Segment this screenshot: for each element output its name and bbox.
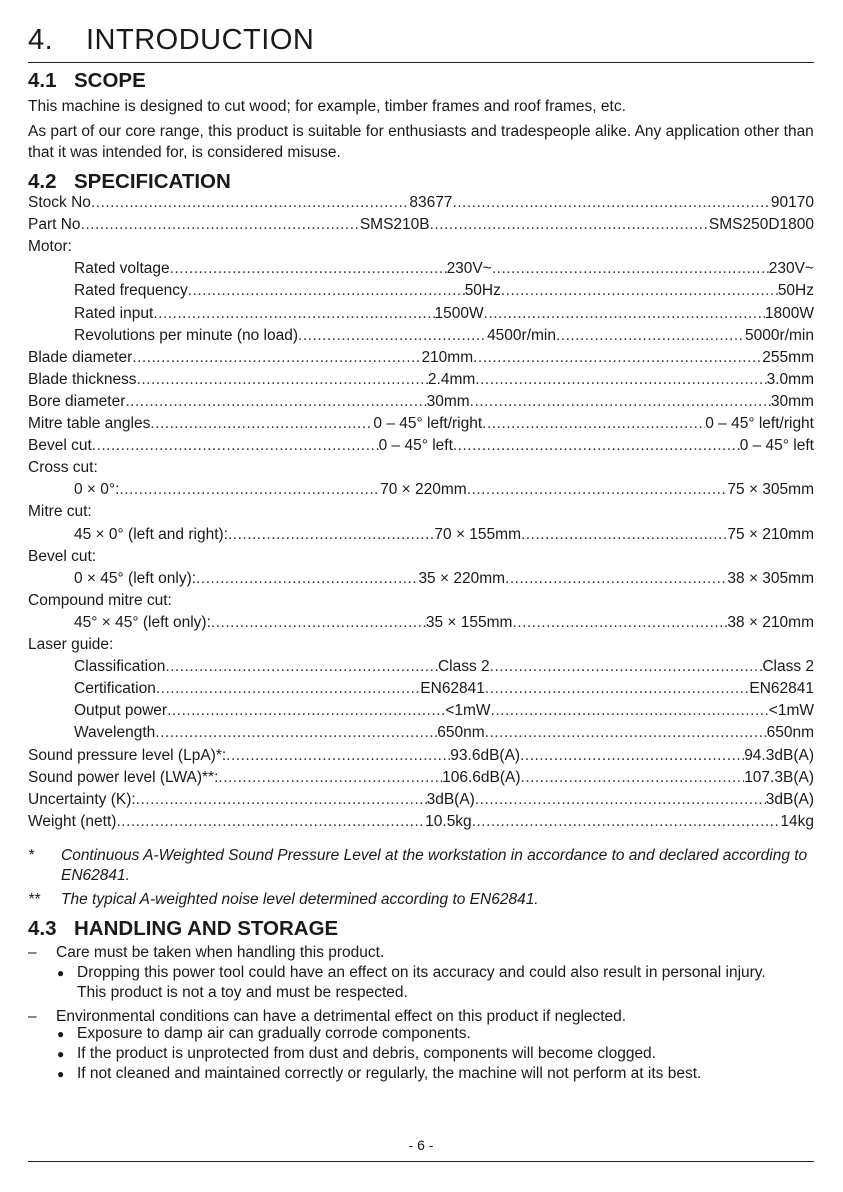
leader-dots [492, 260, 769, 278]
spec-label: Sound pressure level (LpA)*: [28, 747, 227, 764]
footnote-text: The typical A-weighted noise level determined according to EN62841. [61, 891, 539, 908]
spec-label: Rated input [74, 305, 154, 322]
spec-value-model-1: 1500W [434, 305, 484, 322]
leader-dots [501, 282, 778, 300]
leader-dots [472, 813, 781, 831]
leader-dots [211, 614, 426, 632]
spec-value-model-1: 650nm [437, 724, 485, 741]
leader-dots [491, 702, 769, 720]
leader-dots [153, 305, 434, 323]
spec-label: Sound power level (LWA)**: [28, 769, 219, 786]
handling-bullet-text: If the product is unprotected from dust and debris, components will become clogged. [77, 1045, 656, 1062]
spec-group-heading: Mitre cut: [28, 503, 92, 520]
spec-value-model-1: 83677 [409, 194, 453, 211]
leader-dots [521, 769, 745, 787]
spec-heading [28, 170, 231, 194]
spec-value-model-2: 0 – 45° left [739, 437, 814, 454]
spec-value-model-2: SMS250D1800 [708, 216, 815, 233]
spec-label: Blade thickness [28, 371, 137, 388]
spec-row [28, 216, 814, 238]
spec-number: 4.2 [28, 170, 57, 193]
spec-value-model-1: 106.6dB(A) [442, 769, 521, 786]
spec-value-model-2: 50Hz [777, 282, 814, 299]
leader-dots [298, 327, 487, 345]
spec-group-heading: Compound mitre cut: [28, 592, 172, 609]
spec-row [28, 570, 814, 592]
spec-value-model-2: 30mm [770, 393, 814, 410]
spec-label: Bore diameter [28, 393, 126, 410]
leader-dots [132, 349, 421, 367]
spec-value-model-1: 70 × 220mm [380, 481, 467, 498]
spec-value-model-2: 75 × 210mm [727, 526, 814, 543]
spec-row [28, 614, 814, 636]
spec-label: Weight (nett) [28, 813, 117, 830]
leader-dots [196, 570, 418, 588]
scope-paragraph-1: This machine is designed to cut wood; for example, timber frames and roof frames, etc. [28, 98, 626, 115]
spec-value-model-2: 3dB(A) [765, 791, 814, 808]
spec-value-model-1: EN62841 [420, 680, 485, 697]
spec-value-model-2: 0 – 45° left/right [705, 415, 814, 432]
spec-row [28, 371, 814, 393]
leader-dots [484, 305, 765, 323]
footnote-text: Continuous A-Weighted Sound Pressure Level at the workstation in accordance to and declared according to EN62841. [61, 847, 808, 884]
spec-value-model-2: 94.3dB(A) [744, 747, 814, 764]
leader-dots [485, 680, 749, 698]
spec-value-model-2: 38 × 305mm [727, 570, 814, 587]
leader-dots [521, 526, 727, 544]
spec-value-model-1: 4500r/min [487, 327, 556, 344]
spec-label: Rated voltage [74, 260, 170, 277]
footnote-marker: ** [28, 891, 41, 908]
handling-dash: – [28, 944, 37, 961]
spec-value-model-2: 38 × 210mm [727, 614, 814, 631]
leader-dots [136, 791, 427, 809]
leader-dots [116, 813, 425, 831]
bullet-icon: ● [57, 1047, 65, 1061]
spec-value-model-1: 0 – 45° left/right [373, 415, 483, 432]
leader-dots [490, 658, 763, 676]
spec-label: Uncertainty (K): [28, 791, 136, 808]
leader-dots [156, 680, 420, 698]
bullet-icon: ● [57, 1027, 65, 1041]
leader-dots [556, 327, 745, 345]
spec-label: Bevel cut [28, 437, 92, 454]
scope-paragraph-2: As part of our core range, this product is suitable for enthusiasts and tradespeople alike. Any application other than that it was intended for, is considered misuse. [28, 123, 814, 161]
spec-row [28, 194, 814, 216]
spec-value-model-2: 5000r/min [745, 327, 814, 344]
leader-dots [91, 194, 409, 212]
spec-row [28, 437, 814, 459]
spec-row [28, 791, 814, 813]
handling-title: HANDLING AND STORAGE [74, 917, 339, 940]
handling-dash: – [28, 1008, 37, 1025]
scope-heading [28, 69, 146, 93]
bottom-rule [28, 1161, 814, 1162]
spec-label: Stock No [28, 194, 91, 211]
spec-label: Part No [28, 216, 81, 233]
spec-value-model-1: 210mm [421, 349, 474, 366]
leader-dots [430, 216, 709, 234]
spec-value-model-1: 93.6dB(A) [450, 747, 521, 764]
spec-label: Certification [74, 680, 156, 697]
bullet-icon: ● [57, 966, 65, 980]
spec-row [28, 724, 814, 746]
spec-value-model-2: 107.3B(A) [744, 769, 814, 786]
spec-value-model-2: 14kg [780, 813, 814, 830]
page-number: - 6 - [408, 1137, 434, 1153]
leader-dots [505, 570, 727, 588]
spec-value-model-1: 10.5kg [425, 813, 472, 830]
spec-value-model-1: 35 × 155mm [425, 614, 513, 631]
leader-dots [170, 260, 447, 278]
spec-value-model-2: 1800W [764, 305, 814, 322]
spec-label: Rated frequency [74, 282, 188, 299]
spec-row [28, 349, 814, 371]
leader-dots [520, 747, 744, 765]
leader-dots [485, 724, 767, 742]
leader-dots [218, 769, 442, 787]
spec-label: Revolutions per minute (no load) [74, 327, 299, 344]
spec-value-model-1: 0 – 45° left [378, 437, 453, 454]
spec-value-model-2: 3.0mm [766, 371, 814, 388]
spec-row [28, 747, 814, 769]
spec-row [28, 260, 814, 282]
spec-value-model-1: Class 2 [437, 658, 490, 675]
leader-dots [150, 415, 373, 433]
spec-label: 0 × 45° (left only): [74, 570, 197, 587]
handling-heading [28, 917, 338, 941]
spec-group-heading: Laser guide: [28, 636, 114, 653]
bullet-icon: ● [57, 1067, 65, 1081]
leader-dots [475, 371, 766, 389]
spec-group-heading: Cross cut: [28, 459, 98, 476]
leader-dots [228, 526, 434, 544]
section-title: INTRODUCTION [86, 24, 315, 56]
leader-dots [482, 415, 705, 433]
spec-label: Classification [74, 658, 166, 675]
leader-dots [467, 481, 728, 499]
spec-label: 45° × 45° (left only): [74, 614, 211, 631]
spec-value-model-1: SMS210B [359, 216, 430, 233]
spec-row [28, 813, 814, 835]
handling-bullet-text: If not cleaned and maintained correctly or regularly, the machine will not perform at its best. [77, 1065, 702, 1082]
spec-row [28, 393, 814, 415]
spec-value-model-2: 90170 [770, 194, 814, 211]
spec-label: 0 × 0°: [74, 481, 120, 498]
spec-value-model-2: 255mm [762, 349, 814, 366]
spec-row [28, 680, 814, 702]
spec-label: Output power [74, 702, 168, 719]
spec-label: 45 × 0° (left and right): [74, 526, 228, 543]
scope-number: 4.1 [28, 69, 57, 92]
spec-value-model-2: 75 × 305mm [727, 481, 814, 498]
spec-value-model-1: 70 × 155mm [434, 526, 521, 543]
leader-dots [165, 658, 438, 676]
leader-dots [167, 702, 445, 720]
spec-row [28, 702, 814, 724]
spec-value-model-2: 230V~ [768, 260, 814, 277]
spec-value-model-2: Class 2 [762, 658, 814, 675]
handling-bullet-text: Dropping this power tool could have an effect on its accuracy and could also result in personal injury. This product is not a toy and must be respected. [77, 964, 766, 1001]
spec-row [28, 769, 814, 791]
spec-row [28, 282, 814, 304]
spec-row [28, 526, 814, 548]
spec-title: SPECIFICATION [74, 170, 231, 193]
spec-value-model-1: 50Hz [464, 282, 501, 299]
spec-value-model-1: 30mm [426, 393, 470, 410]
leader-dots [119, 481, 380, 499]
spec-value-model-2: 650nm [766, 724, 814, 741]
leader-dots [470, 393, 771, 411]
handling-item-text: Care must be taken when handling this product. [56, 944, 385, 961]
scope-title: SCOPE [74, 69, 146, 92]
spec-label: Wavelength [74, 724, 156, 741]
spec-label: Blade diameter [28, 349, 133, 366]
spec-group-heading: Motor: [28, 238, 72, 255]
spec-value-model-2: <1mW [768, 702, 814, 719]
spec-value-model-2: EN62841 [749, 680, 814, 697]
spec-label: Mitre table angles [28, 415, 151, 432]
spec-value-model-1: 2.4mm [427, 371, 476, 388]
leader-dots [137, 371, 428, 389]
spec-value-model-1: 3dB(A) [426, 791, 475, 808]
section-number: 4. [28, 24, 54, 56]
leader-dots [512, 614, 727, 632]
spec-value-model-1: 230V~ [446, 260, 492, 277]
spec-row [28, 481, 814, 503]
spec-row [28, 658, 814, 680]
leader-dots [452, 194, 770, 212]
section-heading [28, 24, 314, 57]
footnote-marker: * [28, 847, 35, 864]
top-rule [28, 62, 814, 63]
leader-dots [226, 747, 450, 765]
leader-dots [125, 393, 426, 411]
leader-dots [188, 282, 465, 300]
handling-number: 4.3 [28, 917, 57, 940]
handling-bullet-text: Exposure to damp air can gradually corrode components. [77, 1025, 471, 1042]
spec-row [28, 327, 814, 349]
spec-row [28, 305, 814, 327]
leader-dots [92, 437, 379, 455]
leader-dots [473, 349, 762, 367]
leader-dots [453, 437, 740, 455]
spec-group-heading: Bevel cut: [28, 548, 97, 565]
leader-dots [475, 791, 766, 809]
spec-row [28, 415, 814, 437]
handling-item-text: Environmental conditions can have a detrimental effect on this product if neglected. [56, 1008, 627, 1025]
leader-dots [81, 216, 360, 234]
spec-value-model-1: 35 × 220mm [418, 570, 506, 587]
spec-value-model-1: <1mW [445, 702, 491, 719]
leader-dots [155, 724, 437, 742]
